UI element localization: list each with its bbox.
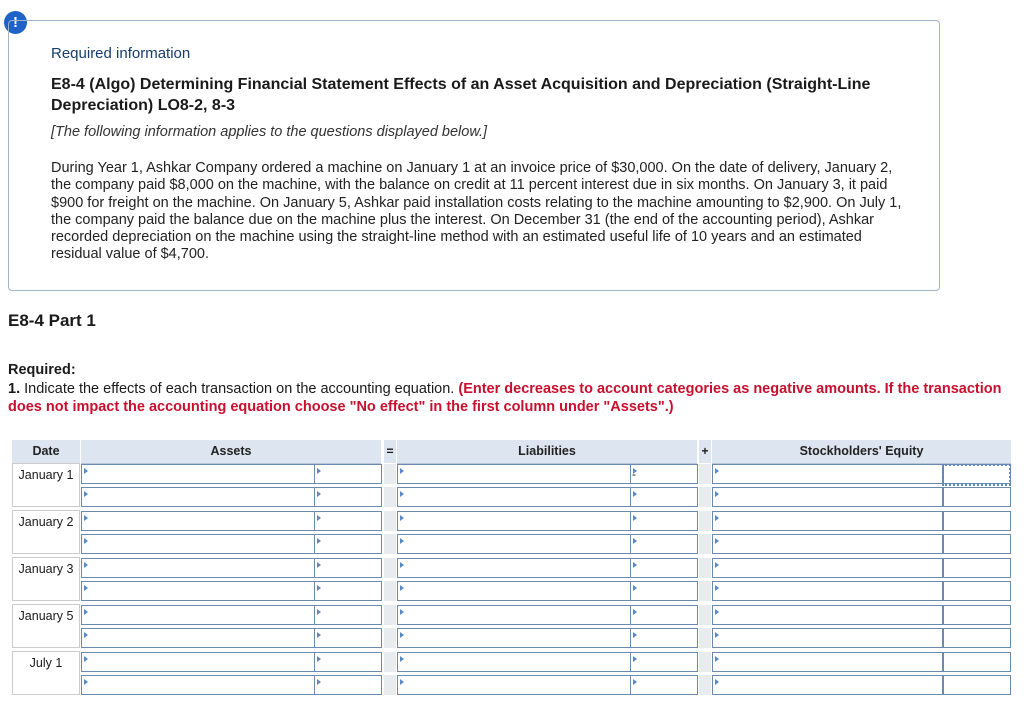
liabilities-amount-input[interactable] <box>630 628 698 648</box>
equity-amount-input[interactable] <box>943 487 1011 507</box>
equity-amount-input[interactable] <box>943 605 1011 625</box>
liabilities-account-select[interactable] <box>397 558 631 578</box>
header-liabilities: Liabilities <box>397 440 697 464</box>
liabilities-account-select[interactable] <box>397 487 631 507</box>
equity-account-select[interactable] <box>712 675 943 695</box>
liabilities-account-select[interactable] <box>397 511 631 531</box>
date-cell: January 1 <box>12 463 80 507</box>
liabilities-account-select[interactable] <box>397 675 631 695</box>
accounting-equation-table <box>12 440 1011 700</box>
operator-gap <box>384 628 396 648</box>
equity-account-select[interactable] <box>712 581 943 601</box>
operator-gap <box>699 605 711 625</box>
liabilities-amount-input[interactable] <box>630 605 698 625</box>
equity-account-select[interactable] <box>712 628 943 648</box>
equity-account-select[interactable] <box>712 605 943 625</box>
operator-gap <box>384 675 396 695</box>
equity-account-select[interactable] <box>712 487 943 507</box>
liabilities-account-select[interactable] <box>397 652 631 672</box>
equity-amount-input[interactable] <box>943 675 1011 695</box>
equity-account-select[interactable] <box>712 534 943 554</box>
operator-gap <box>699 464 711 484</box>
operator-gap <box>699 487 711 507</box>
equity-amount-input[interactable] <box>943 652 1011 672</box>
date-cell: January 5 <box>12 604 80 648</box>
header-plus: + <box>699 440 711 463</box>
liabilities-amount-input[interactable] <box>630 511 698 531</box>
equity-account-select[interactable] <box>712 464 943 484</box>
assets-amount-input[interactable] <box>314 675 382 695</box>
date-cell: January 2 <box>12 510 80 554</box>
question-red-instruction: (Enter decreases to account categories as negative amounts. If the transaction does not impact the accounting equation choose "No effect" in the first column under "Assets".) <box>8 381 1002 415</box>
operator-gap <box>384 652 396 672</box>
equity-amount-input[interactable] <box>943 628 1011 648</box>
question-instructions <box>8 380 1008 416</box>
problem-title: E8-4 (Algo) Determining Financial Statement Effects of an Asset Acquisition and Depreciation (Straight-Line Depreciation) LO8-2, 8-3 <box>51 76 871 114</box>
assets-account-select[interactable] <box>81 464 315 484</box>
liabilities-account-select[interactable] <box>397 534 631 554</box>
liabilities-amount-input[interactable] <box>630 558 698 578</box>
date-cell: July 1 <box>12 651 80 695</box>
liabilities-amount-input[interactable] <box>630 534 698 554</box>
operator-gap <box>384 534 396 554</box>
assets-amount-input[interactable] <box>314 628 382 648</box>
header-stockholders-equity: Stockholders' Equity <box>712 440 1011 464</box>
liabilities-account-select[interactable] <box>397 605 631 625</box>
liabilities-amount-input[interactable] <box>630 675 698 695</box>
required-label: Required: <box>8 362 76 378</box>
liabilities-account-select[interactable] <box>397 581 631 601</box>
negative-sign: - <box>632 467 636 481</box>
assets-account-select[interactable] <box>81 628 315 648</box>
equity-amount-input[interactable] <box>943 581 1011 601</box>
problem-description: During Year 1, Ashkar Company ordered a machine on January 1 at an invoice price of $30,000. On the date of delivery, January 2, the company paid $8,000 on the machine, with the balance on credit at 11 percent interest due in six months. On January 3, it paid $900 for freight on the machine. On January 5, Ashkar paid installation costs relating to the machine amounting to $2,900. On July 1, the company paid the balance due on the machine plus the interest. On December 31 (the end of the accounting period), Ashkar recorded depreciation on the machine using the straight-line method with an estimated useful life of 10 years and an estimated residual value of $4,700. <box>51 160 902 263</box>
operator-gap <box>699 675 711 695</box>
alert-icon: ! <box>4 11 27 34</box>
operator-gap <box>699 652 711 672</box>
equity-account-select[interactable] <box>712 652 943 672</box>
liabilities-account-select[interactable] <box>397 628 631 648</box>
operator-gap <box>699 534 711 554</box>
operator-gap <box>699 628 711 648</box>
operator-gap <box>384 487 396 507</box>
assets-account-select[interactable] <box>81 581 315 601</box>
assets-amount-input[interactable] <box>314 558 382 578</box>
liabilities-account-select[interactable] <box>397 464 631 484</box>
header-equals: = <box>384 440 396 463</box>
operator-gap <box>699 581 711 601</box>
part-title: E8-4 Part 1 <box>8 311 96 330</box>
liabilities-amount-input[interactable] <box>630 652 698 672</box>
equity-amount-input[interactable] <box>943 511 1011 531</box>
assets-amount-input[interactable] <box>314 605 382 625</box>
equity-amount-input[interactable] <box>943 534 1011 554</box>
operator-gap <box>699 558 711 578</box>
assets-amount-input[interactable] <box>314 487 382 507</box>
equity-account-select[interactable] <box>712 558 943 578</box>
info-note: [The following information applies to the questions displayed below.] <box>51 124 488 140</box>
operator-gap <box>384 464 396 484</box>
liabilities-amount-input[interactable] <box>630 581 698 601</box>
focus-outline <box>942 464 1011 486</box>
question-number: 1. <box>8 381 21 397</box>
header-assets: Assets <box>81 440 381 464</box>
assets-account-select[interactable] <box>81 652 315 672</box>
operator-gap <box>384 511 396 531</box>
assets-amount-input[interactable] <box>314 652 382 672</box>
equity-account-select[interactable] <box>712 511 943 531</box>
operator-gap <box>384 605 396 625</box>
assets-account-select[interactable] <box>81 558 315 578</box>
assets-amount-input[interactable] <box>314 464 382 484</box>
assets-account-select[interactable] <box>81 675 315 695</box>
assets-amount-input[interactable] <box>314 534 382 554</box>
date-cell: January 3 <box>12 557 80 601</box>
header-date: Date <box>12 440 80 464</box>
assets-amount-input[interactable] <box>314 581 382 601</box>
liabilities-amount-input[interactable] <box>630 464 698 484</box>
assets-account-select[interactable] <box>81 534 315 554</box>
assets-account-select[interactable] <box>81 511 315 531</box>
operator-gap <box>384 581 396 601</box>
liabilities-amount-input[interactable] <box>630 487 698 507</box>
question-text: Indicate the effects of each transaction on the accounting equation. <box>24 381 455 397</box>
operator-gap <box>699 511 711 531</box>
assets-account-select[interactable] <box>81 605 315 625</box>
equity-amount-input[interactable] <box>943 558 1011 578</box>
assets-account-select[interactable] <box>81 487 315 507</box>
assets-amount-input[interactable] <box>314 511 382 531</box>
operator-gap <box>384 558 396 578</box>
required-information-heading: Required information <box>51 45 191 62</box>
